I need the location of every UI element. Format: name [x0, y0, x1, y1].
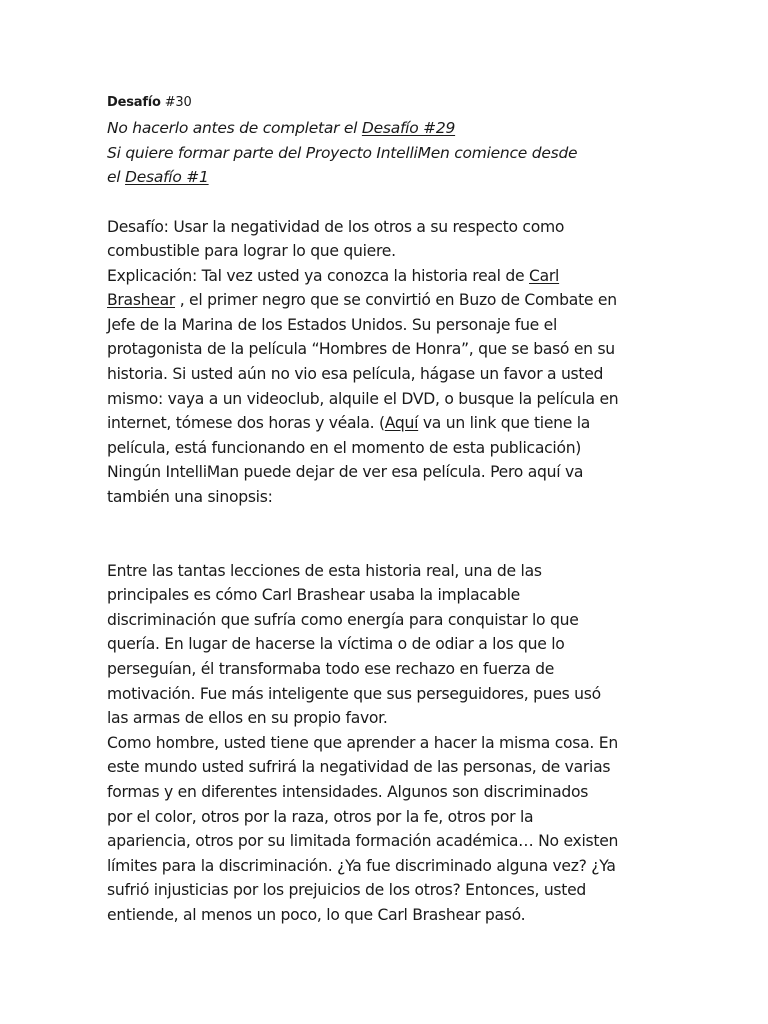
challenge-line: combustible para lograr lo que quiere.: [107, 242, 396, 261]
link-carl-brashear[interactable]: Carl: [529, 266, 560, 285]
lessons-line: este mundo usted sufrirá la negatividad de las personas, de varias: [107, 758, 611, 777]
explanation-text: va un link que tiene la: [418, 414, 591, 433]
link-desafio-29[interactable]: Desafío #29: [361, 119, 456, 137]
lessons-line: principales es cómo Carl Brashear usaba la implacable: [107, 586, 520, 605]
lessons-line: por el color, otros por la raza, otros por la fe, otros por la: [107, 807, 534, 826]
prereq-line-3: [107, 165, 667, 190]
prereq-text-1: No hacerlo antes de completar el: [107, 119, 358, 137]
explanation-line: Ningún IntelliMan puede dejar de ver esa película. Pero aquí va: [107, 463, 584, 482]
lessons-line: entiende, al menos un poco, lo que Carl Brashear pasó.: [107, 905, 526, 924]
explanation-text: , el primer negro que se convirtió en Buzo de Combate en: [179, 291, 617, 310]
lessons-line: formas y en diferentes intensidades. Algunos son discriminados: [107, 782, 589, 801]
document-page: [107, 94, 667, 928]
lessons-line: Entre las tantas lecciones de esta historia real, una de las: [107, 561, 542, 580]
link-carl-brashear-2[interactable]: Brashear: [107, 291, 175, 310]
lessons-line: apariencia, otros por su limitada formación académica… No existen: [107, 832, 619, 851]
lessons-line: quería. En lugar de hacerse la víctima o de odiar a los que lo: [107, 635, 565, 654]
explanation-line: película, está funcionando en el momento de esta publicación): [107, 438, 582, 457]
link-aqui[interactable]: Aquí: [384, 414, 419, 433]
explanation-line: [107, 288, 667, 313]
spacer: [107, 190, 667, 215]
explanation-line: Jefe de la Marina de los Estados Unidos. Su personaje fue el: [107, 315, 558, 334]
lessons-line: límites para la discriminación. ¿Ya fue discriminado alguna vez? ¿Ya: [107, 856, 616, 875]
prereq-line-2: Si quiere formar parte del Proyecto IntelliMen comience desde: [107, 143, 578, 162]
prereq-line-1: [107, 116, 667, 141]
lessons-line: motivación. Fue más inteligente que sus perseguidores, pues usó: [107, 684, 601, 703]
lessons-line: las armas de ellos en su propio favor.: [107, 709, 388, 728]
explanation-line: mismo: vaya a un videoclub, alquile el DVD, o busque la película en: [107, 389, 619, 408]
explanation-text: internet, tómese dos horas y véala. (: [107, 414, 385, 433]
challenge-heading: [107, 94, 667, 112]
explanation-line: historia. Si usted aún no vio esa película, hágase un favor a usted: [107, 365, 604, 384]
prereq-text-3: el: [107, 168, 121, 186]
lessons-line: sufrió injusticias por los prejuicios de los otros? Entonces, usted: [107, 881, 587, 900]
explanation-line: protagonista de la película “Hombres de Honra”, que se basó en su: [107, 340, 615, 359]
explanation-text: Explicación: Tal vez usted ya conozca la historia real de: [107, 266, 525, 285]
lessons-paragraph: [107, 559, 667, 928]
spacer: [107, 510, 667, 559]
lessons-line: discriminación que sufría como energía para conquistar lo que: [107, 610, 579, 629]
explanation-line: [107, 264, 667, 289]
heading-number: #30: [164, 95, 192, 110]
lessons-line: perseguían, él transformaba todo ese rechazo en fuerza de: [107, 660, 555, 678]
lessons-line: Como hombre, usted tiene que aprender a hacer la misma cosa. En: [107, 733, 618, 752]
challenge-paragraph: [107, 215, 667, 510]
link-desafio-1[interactable]: Desafío #1: [125, 168, 209, 186]
heading-label: Desafío: [107, 95, 161, 110]
explanation-line: también una sinopsis:: [107, 488, 273, 507]
explanation-line: [107, 411, 667, 436]
challenge-line: Desafío: Usar la negatividad de los otros a su respecto como: [107, 217, 565, 236]
